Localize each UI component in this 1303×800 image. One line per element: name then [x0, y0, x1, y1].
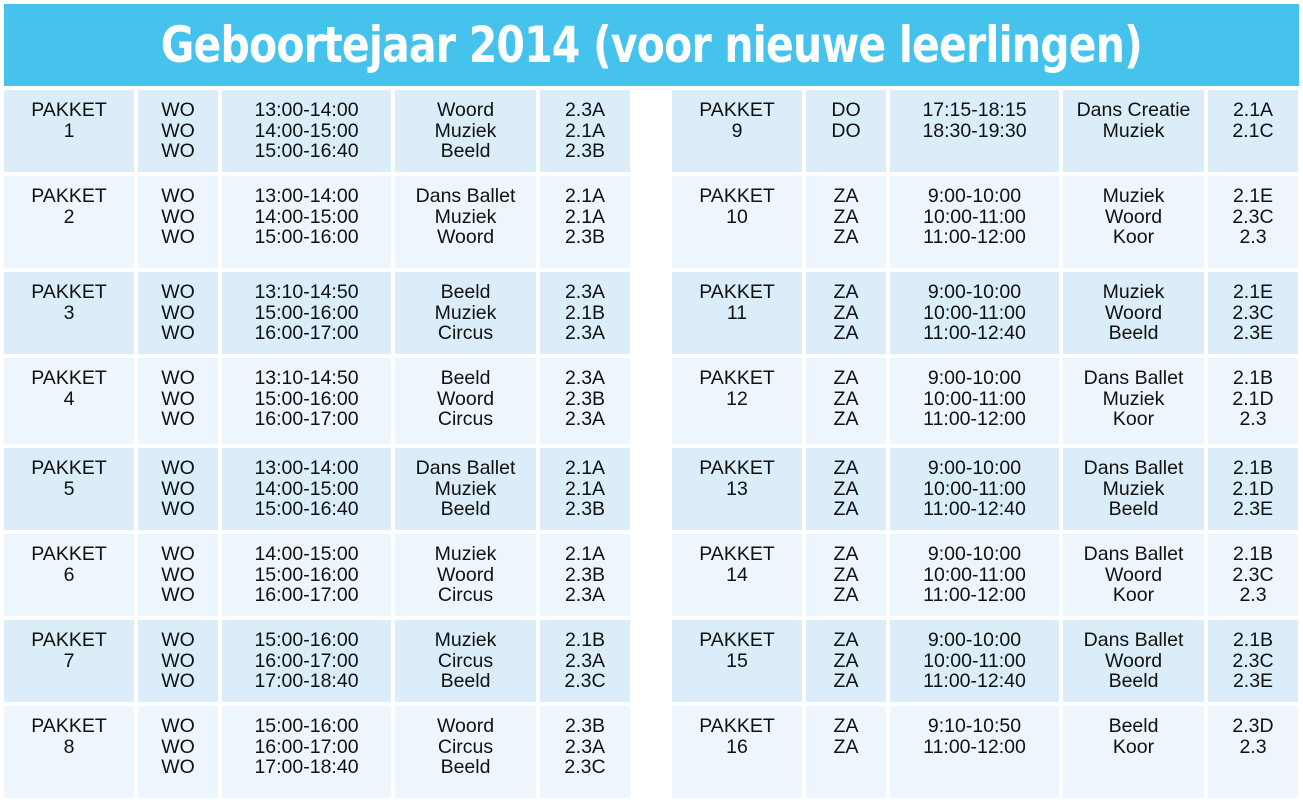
time-cell: 9:10-10:50 11:00-12:00	[890, 706, 1059, 798]
time-cell: 15:00-16:00 16:00-17:00 17:00-18:40	[222, 706, 391, 798]
table-row	[4, 90, 630, 172]
time-cell: 9:00-10:00 10:00-11:00 11:00-12:00	[890, 176, 1059, 268]
time-cell: 13:00-14:00 14:00-15:00 15:00-16:00	[222, 176, 391, 268]
table-row	[672, 706, 1298, 798]
room-cell: 2.3A 2.3B 2.3A	[540, 358, 630, 444]
subject-cell: Beeld Muziek Circus	[395, 272, 536, 354]
pakket-cell: PAKKET 9	[672, 90, 802, 172]
day-cell: ZA ZA ZA	[806, 358, 886, 444]
day-cell: DO DO	[806, 90, 886, 172]
room-cell: 2.1B 2.3A 2.3C	[540, 620, 630, 702]
pakket-cell: PAKKET 1	[4, 90, 134, 172]
title-banner	[4, 4, 1299, 86]
room-cell: 2.1B 2.1D 2.3	[1208, 358, 1298, 444]
room-cell: 2.1B 2.3C 2.3E	[1208, 620, 1298, 702]
pakket-cell: PAKKET 12	[672, 358, 802, 444]
time-cell: 9:00-10:00 10:00-11:00 11:00-12:40	[890, 620, 1059, 702]
subject-cell: Woord Circus Beeld	[395, 706, 536, 798]
table-row	[4, 358, 630, 444]
pakket-cell: PAKKET 10	[672, 176, 802, 268]
day-cell: ZA ZA ZA	[806, 448, 886, 530]
table-row	[4, 534, 630, 616]
time-cell: 13:00-14:00 14:00-15:00 15:00-16:40	[222, 90, 391, 172]
time-cell: 9:00-10:00 10:00-11:00 11:00-12:00	[890, 358, 1059, 444]
subject-cell: Muziek Woord Circus	[395, 534, 536, 616]
subject-cell: Dans Ballet Muziek Beeld	[1063, 448, 1204, 530]
subject-cell: Woord Muziek Beeld	[395, 90, 536, 172]
pakket-cell: PAKKET 15	[672, 620, 802, 702]
time-cell: 15:00-16:00 16:00-17:00 17:00-18:40	[222, 620, 391, 702]
room-cell: 2.1B 2.3C 2.3	[1208, 534, 1298, 616]
pakket-cell: PAKKET 7	[4, 620, 134, 702]
time-cell: 9:00-10:00 10:00-11:00 11:00-12:40	[890, 272, 1059, 354]
room-cell: 2.1A 2.1A 2.3B	[540, 448, 630, 530]
table-row	[672, 272, 1298, 354]
day-cell: ZA ZA	[806, 706, 886, 798]
schedule-table-left	[4, 90, 630, 798]
table-row	[4, 448, 630, 530]
time-cell: 9:00-10:00 10:00-11:00 11:00-12:00	[890, 534, 1059, 616]
pakket-cell: PAKKET 14	[672, 534, 802, 616]
room-cell: 2.1A 2.1C	[1208, 90, 1298, 172]
time-cell: 13:10-14:50 15:00-16:00 16:00-17:00	[222, 358, 391, 444]
pakket-cell: PAKKET 11	[672, 272, 802, 354]
pakket-cell: PAKKET 5	[4, 448, 134, 530]
table-row	[672, 176, 1298, 268]
day-cell: WO WO WO	[138, 358, 218, 444]
pakket-cell: PAKKET 13	[672, 448, 802, 530]
room-cell: 2.3A 2.1B 2.3A	[540, 272, 630, 354]
table-row	[4, 272, 630, 354]
pakket-cell: PAKKET 3	[4, 272, 134, 354]
table-row	[672, 534, 1298, 616]
time-cell: 13:00-14:00 14:00-15:00 15:00-16:40	[222, 448, 391, 530]
room-cell: 2.3B 2.3A 2.3C	[540, 706, 630, 798]
pakket-cell: PAKKET 8	[4, 706, 134, 798]
room-cell: 2.1E 2.3C 2.3E	[1208, 272, 1298, 354]
table-row	[4, 706, 630, 798]
day-cell: ZA ZA ZA	[806, 176, 886, 268]
schedule-table-right	[672, 90, 1298, 798]
room-cell: 2.3A 2.1A 2.3B	[540, 90, 630, 172]
day-cell: ZA ZA ZA	[806, 272, 886, 354]
pakket-cell: PAKKET 2	[4, 176, 134, 268]
table-row	[672, 358, 1298, 444]
time-cell: 17:15-18:15 18:30-19:30	[890, 90, 1059, 172]
page-title: Geboortejaar 2014 (voor nieuwe leerlingen)	[160, 16, 1143, 74]
subject-cell: Dans Ballet Woord Koor	[1063, 534, 1204, 616]
subject-cell: Dans Creatie Muziek	[1063, 90, 1204, 172]
subject-cell: Dans Ballet Woord Beeld	[1063, 620, 1204, 702]
room-cell: 2.1A 2.1A 2.3B	[540, 176, 630, 268]
day-cell: ZA ZA ZA	[806, 620, 886, 702]
subject-cell: Dans Ballet Muziek Beeld	[395, 448, 536, 530]
pakket-cell: PAKKET 4	[4, 358, 134, 444]
day-cell: WO WO WO	[138, 176, 218, 268]
pakket-cell: PAKKET 6	[4, 534, 134, 616]
day-cell: WO WO WO	[138, 272, 218, 354]
pakket-cell: PAKKET 16	[672, 706, 802, 798]
time-cell: 13:10-14:50 15:00-16:00 16:00-17:00	[222, 272, 391, 354]
room-cell: 2.3D 2.3	[1208, 706, 1298, 798]
room-cell: 2.1A 2.3B 2.3A	[540, 534, 630, 616]
room-cell: 2.1E 2.3C 2.3	[1208, 176, 1298, 268]
subject-cell: Beeld Koor	[1063, 706, 1204, 798]
subject-cell: Muziek Woord Koor	[1063, 176, 1204, 268]
day-cell: ZA ZA ZA	[806, 534, 886, 616]
day-cell: WO WO WO	[138, 706, 218, 798]
day-cell: WO WO WO	[138, 90, 218, 172]
subject-cell: Muziek Circus Beeld	[395, 620, 536, 702]
subject-cell: Dans Ballet Muziek Woord	[395, 176, 536, 268]
room-cell: 2.1B 2.1D 2.3E	[1208, 448, 1298, 530]
subject-cell: Beeld Woord Circus	[395, 358, 536, 444]
table-row	[672, 90, 1298, 172]
day-cell: WO WO WO	[138, 620, 218, 702]
table-row	[672, 620, 1298, 702]
subject-cell: Muziek Woord Beeld	[1063, 272, 1204, 354]
day-cell: WO WO WO	[138, 534, 218, 616]
time-cell: 9:00-10:00 10:00-11:00 11:00-12:40	[890, 448, 1059, 530]
table-row	[4, 176, 630, 268]
table-row	[672, 448, 1298, 530]
subject-cell: Dans Ballet Muziek Koor	[1063, 358, 1204, 444]
time-cell: 14:00-15:00 15:00-16:00 16:00-17:00	[222, 534, 391, 616]
day-cell: WO WO WO	[138, 448, 218, 530]
table-row	[4, 620, 630, 702]
